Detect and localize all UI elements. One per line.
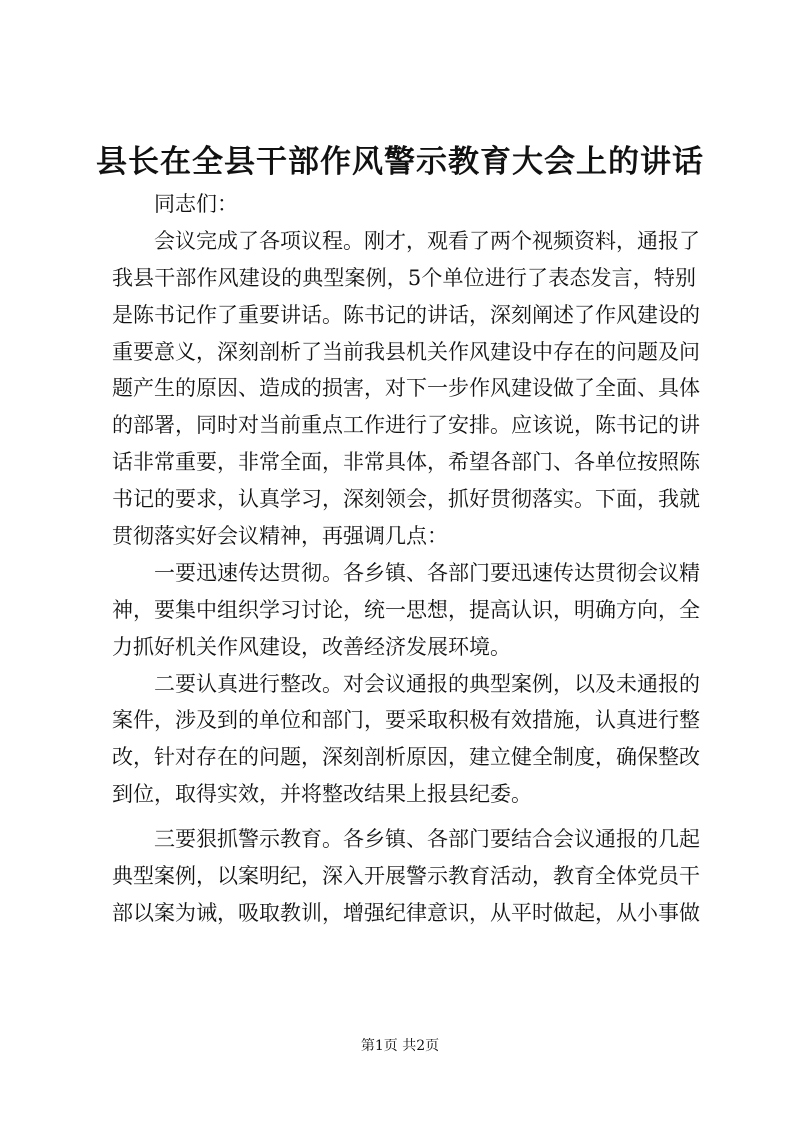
paragraph-line: 重要意义，深刻剖析了当前我县机关作风建设中存在的问题及问: [112, 339, 700, 364]
paragraph-line: 的部署，同时对当前重点工作进行了安排。应该说，陈书记的讲: [112, 413, 700, 438]
paragraph-3: [112, 666, 700, 814]
paragraph-line: 二要认真进行整改。对会议通报的典型案例，以及未通报的: [154, 671, 700, 696]
paragraph-line: 话非常重要，非常全面，非常具体，希望各部门、各单位按照陈: [112, 450, 700, 475]
paragraph-2: [112, 555, 700, 666]
paragraph-line: 题产生的原因、造成的损害，对下一步作风建设做了全面、具体: [112, 376, 700, 401]
paragraph-line: 一要迅速传达贯彻。各乡镇、各部门要迅速传达贯彻会议精: [154, 560, 700, 585]
paragraph-line: 贯彻落实好会议精神，再强调几点：: [112, 524, 448, 549]
paragraph-line: 是陈书记作了重要讲话。陈书记的讲话，深刻阐述了作风建设的: [112, 302, 700, 327]
paragraph-line: 典型案例，以案明纪，深入开展警示教育活动，教育全体党员干: [112, 864, 700, 889]
paragraph-line: 力抓好机关作风建设，改善经济发展环境。: [112, 634, 511, 659]
paragraph-line: 到位，取得实效，并将整改结果上报县纪委。: [112, 782, 532, 807]
document-body: [112, 186, 700, 932]
paragraph-4: [112, 821, 700, 932]
document-title: 县长在全县干部作风警示教育大会上的讲话: [96, 144, 704, 180]
paragraph-gap: [112, 813, 696, 821]
paragraph-line: 我县干部作风建设的典型案例，5个单位进行了表态发言，特别: [112, 265, 696, 290]
paragraph-line: 会议完成了各项议程。刚才，观看了两个视频资料，通报了: [154, 228, 700, 253]
page-footer: 第1页 共2页: [360, 1038, 440, 1054]
paragraph-line: 三要狠抓警示教育。各乡镇、各部门要结合会议通报的几起: [154, 827, 700, 852]
paragraph-line: 案件，涉及到的单位和部门，要采取积极有效措施，认真进行整: [112, 708, 700, 733]
salutation: 同志们：: [154, 192, 238, 216]
paragraph-line: 神，要集中组织学习讨论，统一思想，提高认识，明确方向，全: [112, 597, 700, 622]
paragraph-line: 书记的要求，认真学习，深刻领会，抓好贯彻落实。下面，我就: [112, 487, 700, 512]
paragraph-1: [112, 223, 700, 555]
paragraph-line: 改，针对存在的问题，深刻剖析原因，建立健全制度，确保整改: [112, 745, 700, 770]
paragraph-line: 部以案为诫，吸取教训，增强纪律意识，从平时做起，从小事做: [112, 900, 700, 925]
